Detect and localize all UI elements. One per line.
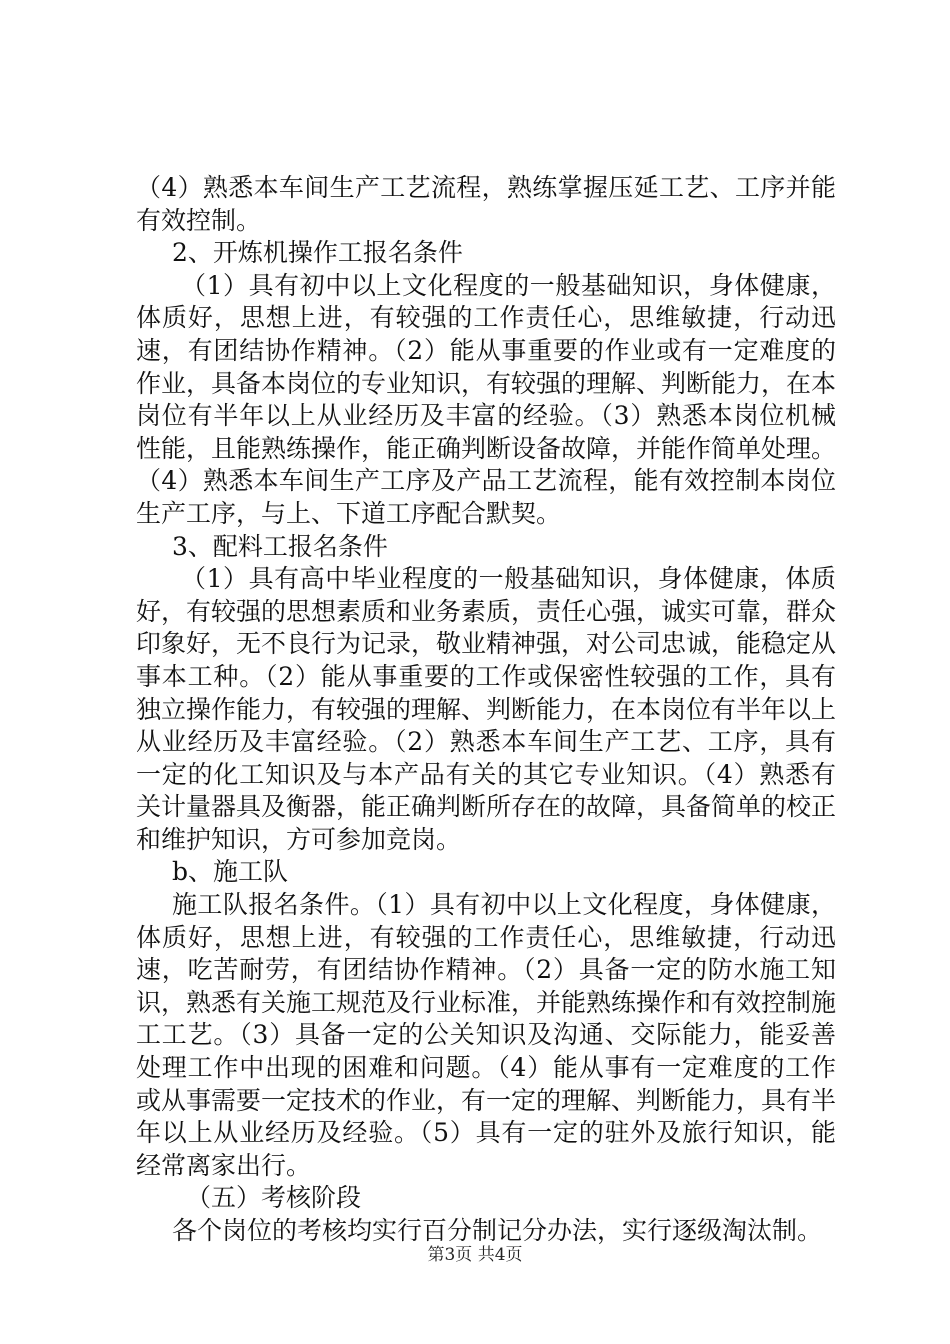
paragraph-batching-worker-requirements: （1）具有高中毕业程度的一般基础知识，身体健康，体质好，有较强的思想素质和业务素质，责任心强，诚实可靠，群众印象好，无不良行为记录，敬业精神强，对公司忠诚，能稳定从事本工种。（2）能从事重要的工作或保密性较强的工作，具有独立操作能力，有较强的理解、判断能力，在本岗位有半年以上从业经历及丰富经验。（2）熟悉本车间生产工艺、工序，具有一定的化工知识及与本产品有关的其它专业知识。（4）熟悉有关计量器具及衡器，能正确判断所存在的故障，具备简单的校正和维护知识，方可参加竞岗。 xyxy=(136,564,837,854)
paragraph-mill-operator-requirements: （1）具有初中以上文化程度的一般基础知识，身体健康，体质好，思想上进，有较强的工作责任心，思维敏捷，行动迅速，有团结协作精神。（2）能从事重要的作业或有一定难度的作业，具备本岗位的专业知识，有较强的理解、判断能力，在本岗位有半年以上从业经历及丰富的经验。（3）熟悉本岗位机械性能，且能熟练操作，能正确判断设备故障，并能作简单处理。（4）熟悉本车间生产工序及产品工艺流程，能有效控制本岗位生产工序，与上、下道工序配合默契。 xyxy=(136,270,837,528)
heading-batching-worker: 3、配料工报名条件 xyxy=(172,531,388,561)
paragraph-process-control: （4）熟悉本车间生产工艺流程，熟练掌握压延工艺、工序并能有效控制。 xyxy=(136,173,836,235)
paragraph-construction-team-requirements: 施工队报名条件。（1）具有初中以上文化程度，身体健康，体质好，思想上进，有较强的工作责任心，思维敏捷，行动迅速，吃苦耐劳，有团结协作精神。（2）具备一定的防水施工知识，熟悉有关施工规范及行业标准，并能熟练操作和有效控制施工工艺。（3）具备一定的公关知识及沟通、交际能力，能妥善处理工作中出现的困难和问题。（4）能从事有一定难度的工作或从事需要一定技术的作业，有一定的理解、判断能力，具有半年以上从业经历及经验。（5）具有一定的驻外及旅行知识，能经常离家出行。 xyxy=(136,890,837,1180)
heading-assessment-stage: （五）考核阶段 xyxy=(186,1183,362,1213)
paragraph-assessment-method: 各个岗位的考核均实行百分制记分办法，实行逐级淘汰制。 xyxy=(172,1216,823,1245)
document-body xyxy=(136,172,836,1248)
heading-construction-team: b、施工队 xyxy=(172,857,289,887)
page-number-footer: 第3页 共4页 xyxy=(427,1245,523,1265)
heading-mill-operator: 2、开炼机操作工报名条件 xyxy=(172,238,463,268)
